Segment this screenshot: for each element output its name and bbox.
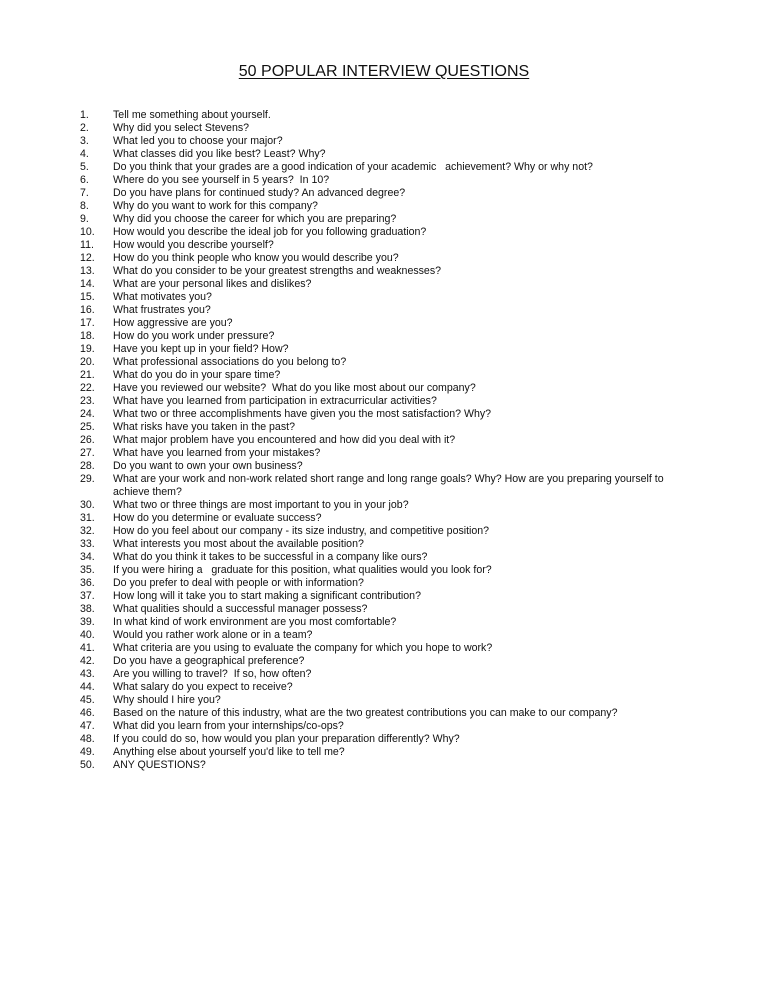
question-text: What interests you most about the available position?: [113, 538, 364, 550]
question-number: 46.: [80, 707, 95, 719]
question-text: Where do you see yourself in 5 years? In 10?: [113, 174, 330, 186]
question-number: 7.: [80, 187, 89, 199]
question-text: What qualities should a successful manager possess?: [113, 603, 368, 615]
question-number: 39.: [80, 616, 95, 628]
question-number: 48.: [80, 733, 95, 745]
question-item: [80, 525, 680, 538]
question-number: 16.: [80, 304, 95, 316]
question-number: 14.: [80, 278, 95, 290]
question-text: Have you kept up in your field? How?: [113, 343, 289, 355]
question-text: What classes did you like best? Least? Why?: [113, 148, 326, 160]
question-item: [80, 759, 680, 772]
question-item: [80, 655, 680, 668]
question-text: How do you determine or evaluate success?: [113, 512, 322, 524]
question-item: [80, 239, 680, 252]
question-number: 29.: [80, 473, 95, 485]
question-number: 38.: [80, 603, 95, 615]
question-text: What frustrates you?: [113, 304, 211, 316]
question-item: [80, 733, 680, 746]
question-number: 2.: [80, 122, 89, 134]
question-number: 49.: [80, 746, 95, 758]
question-number: 42.: [80, 655, 95, 667]
question-text: How would you describe the ideal job for you following graduation?: [113, 226, 427, 238]
question-item: [80, 135, 680, 148]
question-item: [80, 447, 680, 460]
question-number: 44.: [80, 681, 95, 693]
question-number: 37.: [80, 590, 95, 602]
question-number: 3.: [80, 135, 89, 147]
question-number: 35.: [80, 564, 95, 576]
question-item: [80, 564, 680, 577]
question-text: What have you learned from your mistakes?: [113, 447, 321, 459]
question-item: [80, 577, 680, 590]
question-text: Do you prefer to deal with people or with information?: [113, 577, 364, 589]
page-title: [0, 62, 768, 82]
question-item: [80, 187, 680, 200]
question-number: 24.: [80, 408, 95, 420]
question-item: [80, 356, 680, 369]
question-text: What salary do you expect to receive?: [113, 681, 293, 693]
question-item: [80, 148, 680, 161]
question-item: [80, 213, 680, 226]
question-number: 25.: [80, 421, 95, 433]
question-number: 47.: [80, 720, 95, 732]
question-text: ANY QUESTIONS?: [113, 759, 206, 771]
question-item: [80, 252, 680, 265]
question-item: [80, 681, 680, 694]
question-number: 6.: [80, 174, 89, 186]
question-text: Why did you choose the career for which you are preparing?: [113, 213, 397, 225]
question-item: [80, 343, 680, 356]
question-item: [80, 460, 680, 473]
question-item: [80, 395, 680, 408]
question-item: [80, 551, 680, 564]
question-text: In what kind of work environment are you most comfortable?: [113, 616, 397, 628]
question-number: 26.: [80, 434, 95, 446]
question-item: [80, 707, 680, 720]
question-number: 23.: [80, 395, 95, 407]
question-text: What professional associations do you belong to?: [113, 356, 347, 368]
question-number: 28.: [80, 460, 95, 472]
question-item: [80, 421, 680, 434]
question-item: [80, 434, 680, 447]
question-number: 12.: [80, 252, 95, 264]
question-number: 4.: [80, 148, 89, 160]
question-item: [80, 642, 680, 655]
question-number: 31.: [80, 512, 95, 524]
question-text: What two or three things are most important to you in your job?: [113, 499, 409, 511]
question-number: 50.: [80, 759, 95, 771]
question-text: What do you consider to be your greatest strengths and weaknesses?: [113, 265, 442, 277]
question-item: [80, 109, 680, 122]
question-text: How do you think people who know you would describe you?: [113, 252, 399, 264]
question-number: 21.: [80, 369, 95, 381]
question-number: 43.: [80, 668, 95, 680]
question-item: [80, 161, 680, 174]
question-item: [80, 499, 680, 512]
question-number: 40.: [80, 629, 95, 641]
question-item: [80, 590, 680, 603]
question-number: 1.: [80, 109, 89, 121]
question-item: [80, 200, 680, 213]
question-number: 8.: [80, 200, 89, 212]
question-number: 18.: [80, 330, 95, 342]
question-number: 13.: [80, 265, 95, 277]
question-list: [80, 109, 680, 772]
question-text: Have you reviewed our website? What do you like most about our company?: [113, 382, 476, 394]
question-item: [80, 538, 680, 551]
question-text: Do you want to own your own business?: [113, 460, 303, 472]
question-item: [80, 174, 680, 187]
question-item: [80, 720, 680, 733]
question-text: Why should I hire you?: [113, 694, 221, 706]
question-text: What have you learned from participation in extracurricular activities?: [113, 395, 437, 407]
question-text: Are you willing to travel? If so, how often?: [113, 668, 312, 680]
question-text: How would you describe yourself?: [113, 239, 274, 251]
question-text: What criteria are you using to evaluate the company for which you hope to work?: [113, 642, 493, 654]
question-text: What are your work and non-work related short range and long range goals? Why? How are you preparing yourself to achieve them?: [113, 473, 667, 498]
question-text: What motivates you?: [113, 291, 212, 303]
question-text: What do you do in your spare time?: [113, 369, 281, 381]
question-number: 45.: [80, 694, 95, 706]
question-text: Tell me something about yourself.: [113, 109, 271, 121]
question-number: 30.: [80, 499, 95, 511]
question-text: If you were hiring a graduate for this position, what qualities would you look for?: [113, 564, 492, 576]
question-text: What are your personal likes and dislikes?: [113, 278, 312, 290]
question-item: [80, 746, 680, 759]
question-number: 10.: [80, 226, 95, 238]
question-number: 5.: [80, 161, 89, 173]
question-text: What major problem have you encountered and how did you deal with it?: [113, 434, 456, 446]
question-text: Why did you select Stevens?: [113, 122, 250, 134]
question-number: 17.: [80, 317, 95, 329]
question-number: 20.: [80, 356, 95, 368]
question-text: Based on the nature of this industry, what are the two greatest contributions you can make to our company?: [113, 707, 618, 719]
question-number: 9.: [80, 213, 89, 225]
question-item: [80, 291, 680, 304]
question-item: [80, 473, 680, 499]
question-text: Do you have plans for continued study? An advanced degree?: [113, 187, 406, 199]
question-number: 19.: [80, 343, 95, 355]
question-text: If you could do so, how would you plan your preparation differently? Why?: [113, 733, 460, 745]
question-item: [80, 278, 680, 291]
page-title-text: 50 POPULAR INTERVIEW QUESTIONS: [238, 63, 530, 80]
question-number: 15.: [80, 291, 95, 303]
question-item: [80, 629, 680, 642]
question-text: What two or three accomplishments have given you the most satisfaction? Why?: [113, 408, 492, 420]
question-number: 33.: [80, 538, 95, 550]
question-text: Why do you want to work for this company?: [113, 200, 318, 212]
question-text: What led you to choose your major?: [113, 135, 283, 147]
question-item: [80, 694, 680, 707]
question-item: [80, 512, 680, 525]
question-item: [80, 317, 680, 330]
question-item: [80, 226, 680, 239]
question-item: [80, 265, 680, 278]
question-text: How aggressive are you?: [113, 317, 233, 329]
question-item: [80, 408, 680, 421]
question-number: 41.: [80, 642, 95, 654]
question-item: [80, 369, 680, 382]
question-number: 36.: [80, 577, 95, 589]
question-number: 34.: [80, 551, 95, 563]
question-number: 11.: [80, 239, 94, 251]
question-text: What did you learn from your internships/co-ops?: [113, 720, 344, 732]
question-text: Anything else about yourself you'd like to tell me?: [113, 746, 345, 758]
question-text: What risks have you taken in the past?: [113, 421, 295, 433]
question-number: 27.: [80, 447, 95, 459]
question-text: Do you think that your grades are a good indication of your academic achievement? Why or why not?: [113, 161, 593, 173]
question-item: [80, 616, 680, 629]
question-number: 22.: [80, 382, 95, 394]
question-text: How long will it take you to start making a significant contribution?: [113, 590, 421, 602]
question-number: 32.: [80, 525, 95, 537]
question-text: Do you have a geographical preference?: [113, 655, 305, 667]
question-item: [80, 603, 680, 616]
question-text: How do you work under pressure?: [113, 330, 275, 342]
question-item: [80, 122, 680, 135]
question-item: [80, 668, 680, 681]
question-item: [80, 304, 680, 317]
question-text: What do you think it takes to be successful in a company like ours?: [113, 551, 428, 563]
question-item: [80, 330, 680, 343]
question-item: [80, 382, 680, 395]
question-text: How do you feel about our company - its size industry, and competitive position?: [113, 525, 490, 537]
question-text: Would you rather work alone or in a team?: [113, 629, 313, 641]
